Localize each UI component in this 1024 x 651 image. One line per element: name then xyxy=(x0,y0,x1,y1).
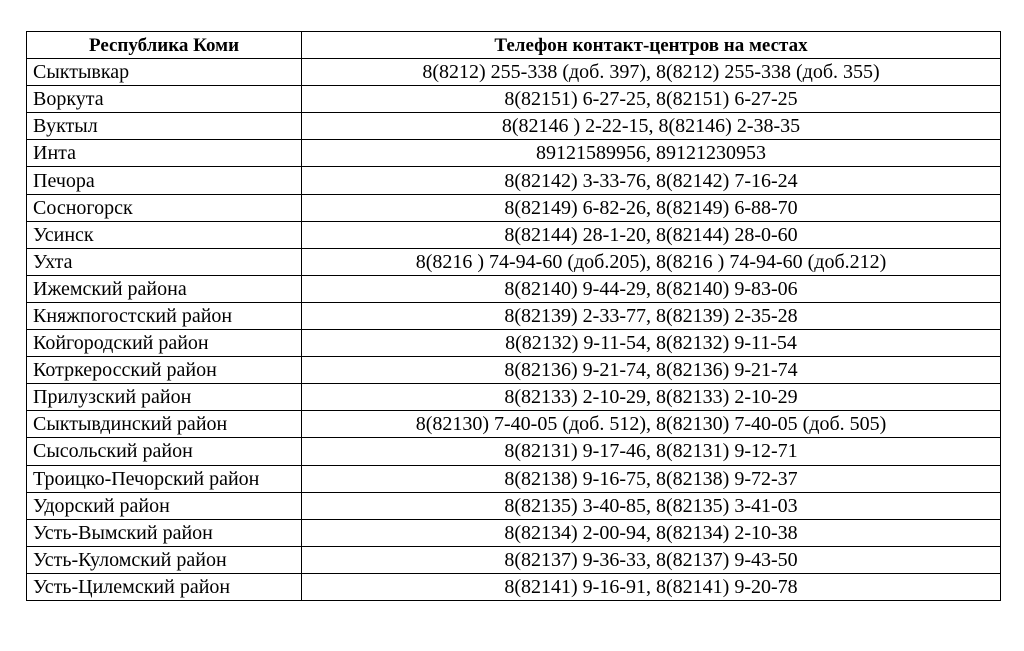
phone-cell: 8(82139) 2-33-77, 8(82139) 2-35-28 xyxy=(302,302,1001,329)
table-row xyxy=(27,59,1001,86)
region-cell: Удорский район xyxy=(27,492,302,519)
table-row xyxy=(27,248,1001,275)
table-row xyxy=(27,357,1001,384)
region-cell: Сысольский район xyxy=(27,438,302,465)
region-cell: Прилузский район xyxy=(27,384,302,411)
table-row xyxy=(27,384,1001,411)
region-cell: Вуктыл xyxy=(27,113,302,140)
phone-cell: 8(82141) 9-16-91, 8(82141) 9-20-78 xyxy=(302,573,1001,600)
phone-cell: 8(82132) 9-11-54, 8(82132) 9-11-54 xyxy=(302,330,1001,357)
phone-cell: 8(82151) 6-27-25, 8(82151) 6-27-25 xyxy=(302,86,1001,113)
table-row xyxy=(27,113,1001,140)
table-row xyxy=(27,167,1001,194)
region-cell: Печора xyxy=(27,167,302,194)
column-header-region: Республика Коми xyxy=(27,32,302,59)
contact-centers-table xyxy=(26,31,1001,601)
table-row xyxy=(27,573,1001,600)
phone-cell: 8(82138) 9-16-75, 8(82138) 9-72-37 xyxy=(302,465,1001,492)
phone-cell: 8(8212) 255-338 (доб. 397), 8(8212) 255-338 (доб. 355) xyxy=(302,59,1001,86)
table-row xyxy=(27,275,1001,302)
phone-cell: 8(82134) 2-00-94, 8(82134) 2-10-38 xyxy=(302,519,1001,546)
table-row xyxy=(27,465,1001,492)
phone-cell: 8(82146 ) 2-22-15, 8(82146) 2-38-35 xyxy=(302,113,1001,140)
region-cell: Котркеросский район xyxy=(27,357,302,384)
table-row xyxy=(27,519,1001,546)
table-row xyxy=(27,438,1001,465)
region-cell: Инта xyxy=(27,140,302,167)
region-cell: Усть-Цилемский район xyxy=(27,573,302,600)
table-row xyxy=(27,330,1001,357)
phone-cell: 8(82149) 6-82-26, 8(82149) 6-88-70 xyxy=(302,194,1001,221)
phone-cell: 8(82137) 9-36-33, 8(82137) 9-43-50 xyxy=(302,546,1001,573)
phone-cell: 8(8216 ) 74-94-60 (доб.205), 8(8216 ) 74-94-60 (доб.212) xyxy=(302,248,1001,275)
region-cell: Усинск xyxy=(27,221,302,248)
table-row xyxy=(27,86,1001,113)
phone-cell: 8(82136) 9-21-74, 8(82136) 9-21-74 xyxy=(302,357,1001,384)
region-cell: Ухта xyxy=(27,248,302,275)
column-header-phone: Телефон контакт-центров на местах xyxy=(302,32,1001,59)
table-row xyxy=(27,492,1001,519)
region-cell: Усть-Куломский район xyxy=(27,546,302,573)
phone-cell: 89121589956, 89121230953 xyxy=(302,140,1001,167)
region-cell: Сосногорск xyxy=(27,194,302,221)
table-body xyxy=(27,59,1001,601)
region-cell: Усть-Вымский район xyxy=(27,519,302,546)
phone-cell: 8(82131) 9-17-46, 8(82131) 9-12-71 xyxy=(302,438,1001,465)
table-row xyxy=(27,302,1001,329)
region-cell: Койгородский район xyxy=(27,330,302,357)
phone-cell: 8(82140) 9-44-29, 8(82140) 9-83-06 xyxy=(302,275,1001,302)
table-row xyxy=(27,546,1001,573)
region-cell: Сыктывдинский район xyxy=(27,411,302,438)
table-row xyxy=(27,194,1001,221)
table-header-row xyxy=(27,32,1001,59)
phone-cell: 8(82130) 7-40-05 (доб. 512), 8(82130) 7-40-05 (доб. 505) xyxy=(302,411,1001,438)
phone-cell: 8(82135) 3-40-85, 8(82135) 3-41-03 xyxy=(302,492,1001,519)
table-row xyxy=(27,140,1001,167)
phone-cell: 8(82133) 2-10-29, 8(82133) 2-10-29 xyxy=(302,384,1001,411)
table-row xyxy=(27,221,1001,248)
region-cell: Сыктывкар xyxy=(27,59,302,86)
phone-cell: 8(82142) 3-33-76, 8(82142) 7-16-24 xyxy=(302,167,1001,194)
table-row xyxy=(27,411,1001,438)
region-cell: Ижемский района xyxy=(27,275,302,302)
region-cell: Воркута xyxy=(27,86,302,113)
region-cell: Троицко-Печорский район xyxy=(27,465,302,492)
phone-cell: 8(82144) 28-1-20, 8(82144) 28-0-60 xyxy=(302,221,1001,248)
region-cell: Княжпогостский район xyxy=(27,302,302,329)
